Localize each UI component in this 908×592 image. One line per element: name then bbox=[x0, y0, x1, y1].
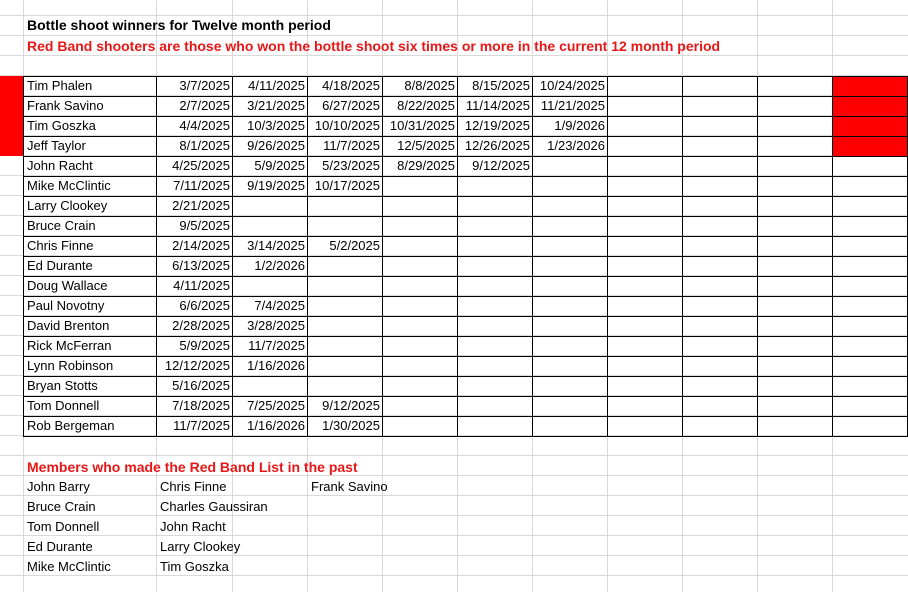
gridline-h bbox=[0, 455, 908, 456]
past-member-name[interactable]: Chris Finne bbox=[160, 479, 227, 494]
win-date[interactable]: 1/16/2026 bbox=[247, 418, 305, 433]
border-v bbox=[832, 76, 833, 437]
win-date[interactable]: 5/16/2025 bbox=[172, 378, 230, 393]
win-date[interactable]: 8/8/2025 bbox=[404, 78, 455, 93]
red-band-marker-right bbox=[833, 136, 908, 156]
win-date[interactable]: 6/6/2025 bbox=[179, 298, 230, 313]
past-member-name[interactable]: Charles Gaussiran bbox=[160, 499, 268, 514]
win-date[interactable]: 1/23/2026 bbox=[547, 138, 605, 153]
win-date[interactable]: 4/25/2025 bbox=[172, 158, 230, 173]
past-heading[interactable]: Members who made the Red Band List in the past bbox=[27, 459, 358, 475]
win-date[interactable]: 3/14/2025 bbox=[247, 238, 305, 253]
win-date[interactable]: 9/19/2025 bbox=[247, 178, 305, 193]
winner-name[interactable]: David Brenton bbox=[27, 318, 110, 333]
gridline-h bbox=[0, 515, 908, 516]
winner-name[interactable]: Frank Savino bbox=[27, 98, 104, 113]
past-member-name[interactable]: Tom Donnell bbox=[27, 519, 100, 534]
win-date[interactable]: 4/11/2025 bbox=[173, 278, 230, 293]
win-date[interactable]: 2/7/2025 bbox=[179, 98, 230, 113]
win-date[interactable]: 11/7/2025 bbox=[323, 138, 380, 153]
win-date[interactable]: 2/28/2025 bbox=[172, 318, 230, 333]
win-date[interactable]: 6/13/2025 bbox=[172, 258, 230, 273]
gridline-h bbox=[0, 555, 908, 556]
win-date[interactable]: 8/1/2025 bbox=[179, 138, 230, 153]
red-band-marker-left bbox=[0, 136, 23, 156]
win-date[interactable]: 1/16/2026 bbox=[247, 358, 305, 373]
win-date[interactable]: 8/29/2025 bbox=[397, 158, 455, 173]
win-date[interactable]: 5/9/2025 bbox=[254, 158, 305, 173]
win-date[interactable]: 9/26/2025 bbox=[247, 138, 305, 153]
winner-name[interactable]: Doug Wallace bbox=[27, 278, 108, 293]
gridline-h bbox=[0, 575, 908, 576]
win-date[interactable]: 1/2/2026 bbox=[254, 258, 305, 273]
win-date[interactable]: 6/27/2025 bbox=[322, 98, 380, 113]
win-date[interactable]: 12/12/2025 bbox=[164, 358, 230, 373]
win-date[interactable]: 3/7/2025 bbox=[179, 78, 230, 93]
past-member-name[interactable]: Larry Clookey bbox=[160, 539, 241, 554]
winner-name[interactable]: Mike McClintic bbox=[27, 178, 111, 193]
win-date[interactable]: 11/7/2025 bbox=[173, 418, 230, 433]
win-date[interactable]: 3/21/2025 bbox=[247, 98, 305, 113]
win-date[interactable]: 5/23/2025 bbox=[322, 158, 380, 173]
winner-name[interactable]: Tim Phalen bbox=[27, 78, 93, 93]
red-band-marker-right bbox=[833, 116, 908, 136]
win-date[interactable]: 4/4/2025 bbox=[179, 118, 230, 133]
win-date[interactable]: 5/9/2025 bbox=[179, 338, 230, 353]
winner-name[interactable]: Lynn Robinson bbox=[27, 358, 114, 373]
win-date[interactable]: 7/11/2025 bbox=[173, 178, 230, 193]
past-member-name[interactable]: Mike McClintic bbox=[27, 559, 111, 574]
win-date[interactable]: 7/25/2025 bbox=[247, 398, 305, 413]
past-member-name[interactable]: John Racht bbox=[160, 519, 226, 534]
past-member-name[interactable]: Frank Savino bbox=[311, 479, 388, 494]
past-member-name[interactable]: Tim Goszka bbox=[160, 559, 229, 574]
red-band-marker-right bbox=[833, 96, 908, 116]
red-band-marker-left bbox=[0, 116, 23, 136]
win-date[interactable]: 4/11/2025 bbox=[248, 78, 305, 93]
winner-name[interactable]: Bruce Crain bbox=[27, 218, 96, 233]
winner-name[interactable]: Rick McFerran bbox=[27, 338, 112, 353]
win-date[interactable]: 1/9/2026 bbox=[554, 118, 605, 133]
winner-name[interactable]: Rob Bergeman bbox=[27, 418, 115, 433]
win-date[interactable]: 9/12/2025 bbox=[322, 398, 380, 413]
win-date[interactable]: 2/14/2025 bbox=[172, 238, 230, 253]
winner-name[interactable]: Ed Durante bbox=[27, 258, 93, 273]
gridline-h bbox=[0, 495, 908, 496]
win-date[interactable]: 5/2/2025 bbox=[329, 238, 380, 253]
win-date[interactable]: 8/15/2025 bbox=[472, 78, 530, 93]
win-date[interactable]: 11/7/2025 bbox=[248, 338, 305, 353]
win-date[interactable]: 10/17/2025 bbox=[314, 178, 380, 193]
past-member-name[interactable]: Bruce Crain bbox=[27, 499, 96, 514]
win-date[interactable]: 7/18/2025 bbox=[172, 398, 230, 413]
win-date[interactable]: 12/19/2025 bbox=[464, 118, 530, 133]
red-band-marker-left bbox=[0, 76, 23, 96]
winner-name[interactable]: Tim Goszka bbox=[27, 118, 96, 133]
winner-name[interactable]: Larry Clookey bbox=[27, 198, 108, 213]
win-date[interactable]: 7/4/2025 bbox=[254, 298, 305, 313]
win-date[interactable]: 8/22/2025 bbox=[397, 98, 455, 113]
winner-name[interactable]: John Racht bbox=[27, 158, 93, 173]
win-date[interactable]: 11/14/2025 bbox=[465, 98, 530, 113]
win-date[interactable]: 12/26/2025 bbox=[464, 138, 530, 153]
gridline-h bbox=[0, 535, 908, 536]
win-date[interactable]: 2/21/2025 bbox=[172, 198, 230, 213]
win-date[interactable]: 11/21/2025 bbox=[540, 98, 605, 113]
sheet-subtitle[interactable]: Red Band shooters are those who won the bottle shoot six times or more in the current 12 month period bbox=[27, 38, 721, 54]
win-date[interactable]: 4/18/2025 bbox=[322, 78, 380, 93]
winner-name[interactable]: Jeff Taylor bbox=[27, 138, 86, 153]
win-date[interactable]: 10/10/2025 bbox=[314, 118, 380, 133]
past-member-name[interactable]: John Barry bbox=[27, 479, 90, 494]
win-date[interactable]: 3/28/2025 bbox=[247, 318, 305, 333]
win-date[interactable]: 9/5/2025 bbox=[179, 218, 230, 233]
win-date[interactable]: 10/24/2025 bbox=[539, 78, 605, 93]
win-date[interactable]: 12/5/2025 bbox=[397, 138, 455, 153]
win-date[interactable]: 9/12/2025 bbox=[472, 158, 530, 173]
win-date[interactable]: 10/31/2025 bbox=[389, 118, 455, 133]
red-band-marker-left bbox=[0, 96, 23, 116]
red-band-marker-right bbox=[833, 76, 908, 96]
win-date[interactable]: 1/30/2025 bbox=[322, 418, 380, 433]
sheet-title[interactable]: Bottle shoot winners for Twelve month period bbox=[27, 17, 331, 33]
winner-name[interactable]: Chris Finne bbox=[27, 238, 94, 253]
winner-name[interactable]: Paul Novotny bbox=[27, 298, 105, 313]
winner-name[interactable]: Bryan Stotts bbox=[27, 378, 98, 393]
border-v bbox=[682, 76, 683, 437]
win-date[interactable]: 10/3/2025 bbox=[247, 118, 305, 133]
winner-name[interactable]: Tom Donnell bbox=[27, 398, 100, 413]
border-v bbox=[757, 76, 758, 437]
past-member-name[interactable]: Ed Durante bbox=[27, 539, 93, 554]
